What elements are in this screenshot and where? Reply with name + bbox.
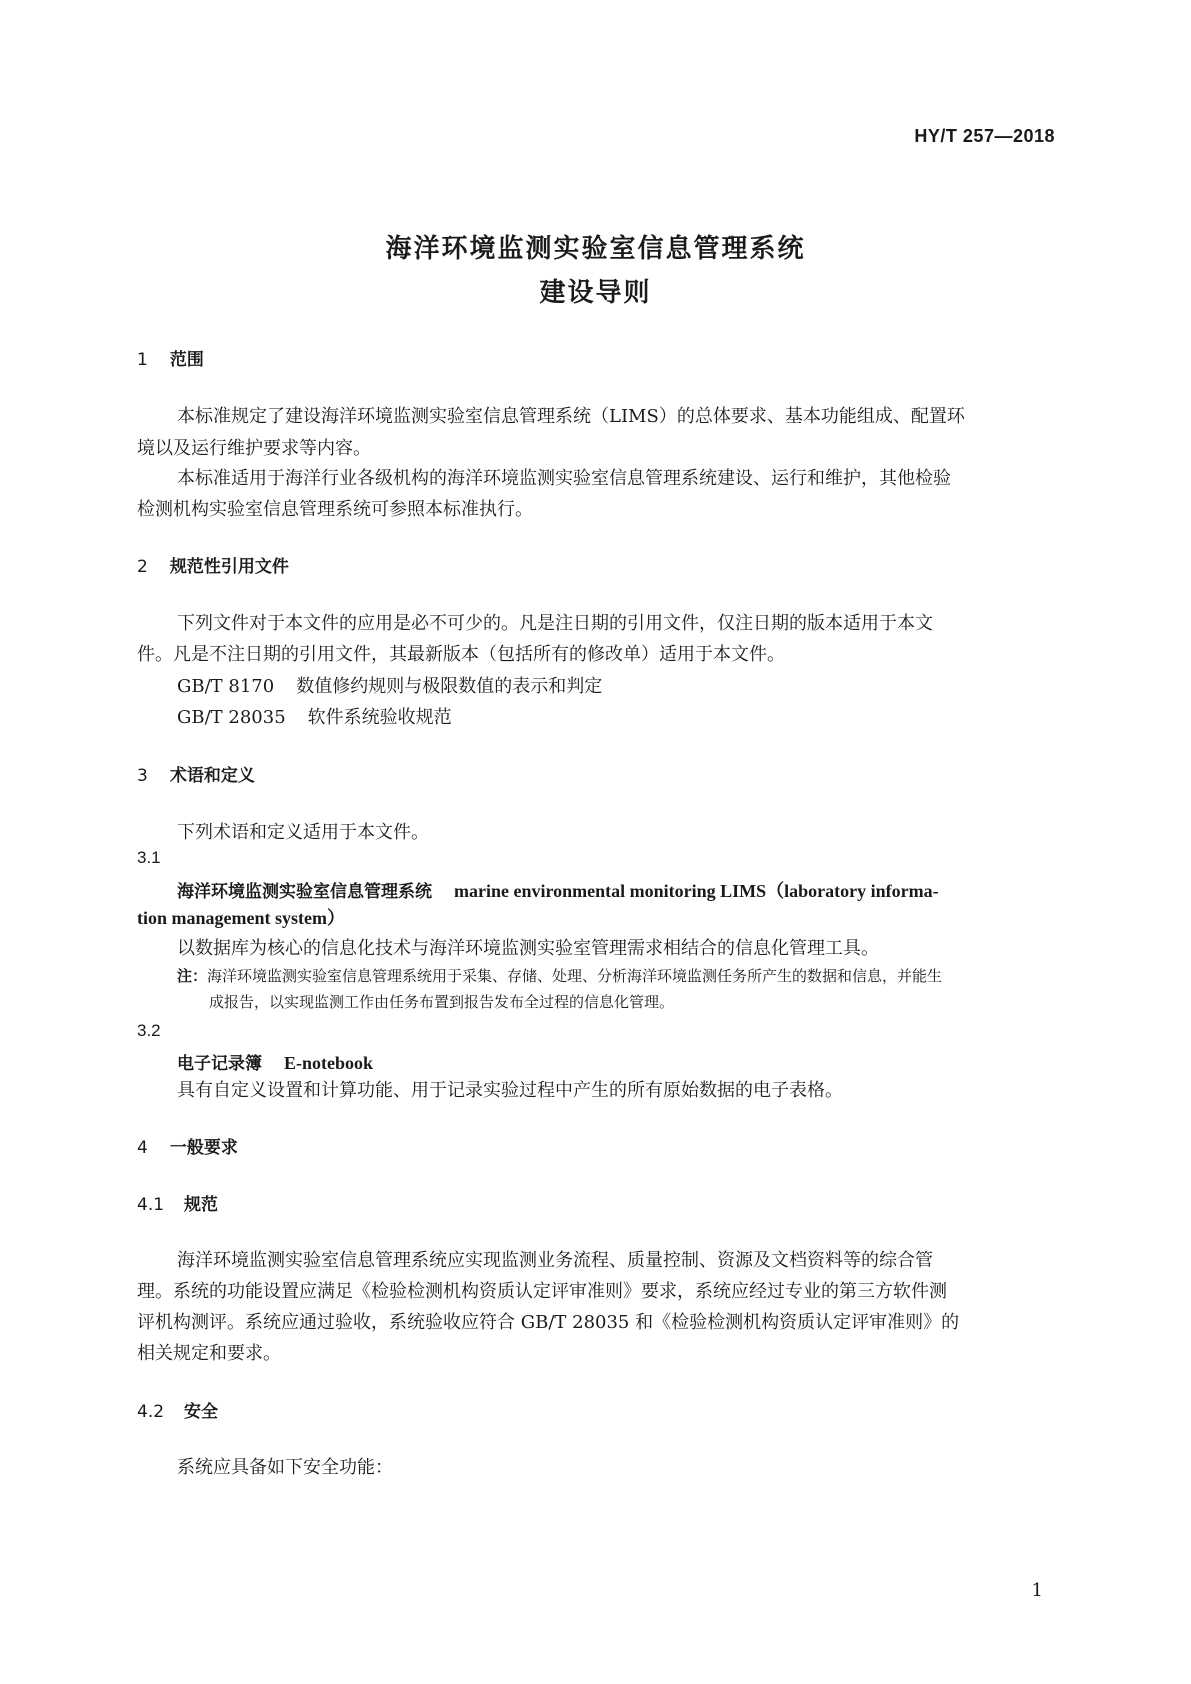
term-english: E-notebook: [284, 1053, 374, 1073]
standard-code: HY/T 257—2018: [914, 126, 1055, 146]
document-subtitle: 建设导则: [539, 278, 652, 308]
section-4-heading: [137, 1133, 238, 1158]
normative-reference: [177, 672, 602, 698]
page-number: 1: [1031, 1580, 1043, 1601]
reference-code: GB/T 8170: [177, 676, 275, 697]
term-number: 3.2: [137, 1021, 161, 1040]
term-entry: [177, 877, 939, 903]
paragraph-line: 下列术语和定义适用于本文件。: [177, 822, 429, 843]
term-definition: 以数据库为核心的信息化技术与海洋环境监测实验室管理需求相结合的信息化管理工具。: [177, 938, 879, 959]
term-english-continued: tion management system）: [137, 908, 345, 928]
term-entry: [177, 1049, 373, 1074]
term-english: marine environmental monitoring LIMS（laboratory informa-: [454, 881, 939, 901]
section-number: 3: [137, 766, 148, 786]
subsection-4-2-heading: [137, 1397, 218, 1422]
section-number: 4: [137, 1138, 148, 1158]
reference-title: 软件系统验收规范: [307, 707, 452, 728]
section-title: 术语和定义: [169, 766, 255, 786]
paragraph-line: 海洋环境监测实验室信息管理系统应实现监测业务流程、质量控制、资源及文档资料等的综合管: [177, 1250, 933, 1271]
reference-title: 数值修约规则与极限数值的表示和判定: [296, 676, 603, 697]
term-note: [177, 963, 1057, 989]
paragraph-line: 评机构测评。系统应通过验收，系统验收应符合 GB/T 28035 和《检验检测机构资质认定评审准则》的: [137, 1312, 960, 1333]
term-chinese: 海洋环境监测实验室信息管理系统: [177, 882, 432, 902]
paragraph-line: 相关规定和要求。: [137, 1343, 281, 1364]
subsection-number: 4.2: [137, 1402, 165, 1422]
document-title: 海洋环境监测实验室信息管理系统: [385, 234, 806, 264]
subsection-number: 4.1: [137, 1195, 165, 1215]
section-3-heading: [137, 761, 255, 786]
note-text: 海洋环境监测实验室信息管理系统用于采集、存储、处理、分析海洋环境监测任务所产生的数据和信息，并能生: [207, 967, 943, 985]
term-definition: 具有自定义设置和计算功能、用于记录实验过程中产生的所有原始数据的电子表格。: [177, 1080, 843, 1101]
term-number: 3.1: [137, 848, 161, 867]
paragraph-line: 件。凡是不注日期的引用文件，其最新版本（包括所有的修改单）适用于本文件。: [137, 644, 785, 665]
paragraph-line: 本标准规定了建设海洋环境监测实验室信息管理系统（LIMS）的总体要求、基本功能组成、配置环: [177, 406, 965, 427]
normative-reference: [177, 703, 452, 729]
paragraph-line: 系统应具备如下安全功能：: [177, 1457, 393, 1478]
paragraph-line: 理。系统的功能设置应满足《检验检测机构资质认定评审准则》要求，系统应经过专业的第三方软件测: [137, 1281, 947, 1302]
note-label: 注：: [177, 967, 208, 985]
section-title: 范围: [169, 350, 204, 370]
subsection-4-1-heading: [137, 1190, 218, 1215]
subsection-title: 安全: [184, 1402, 219, 1422]
reference-code: GB/T 28035: [177, 707, 286, 728]
term-chinese: 电子记录簿: [177, 1054, 262, 1074]
paragraph-line: 本标准适用于海洋行业各级机构的海洋环境监测实验室信息管理系统建设、运行和维护，其他检验: [177, 468, 951, 489]
paragraph-line: 检测机构实验室信息管理系统可参照本标准执行。: [137, 499, 533, 520]
paragraph-line: 下列文件对于本文件的应用是必不可少的。凡是注日期的引用文件，仅注日期的版本适用于本文: [177, 613, 933, 634]
section-1-heading: [137, 345, 204, 370]
term-note-continued: 成报告，以实现监测工作由任务布置到报告发布全过程的信息化管理。: [209, 993, 675, 1011]
section-number: 1: [137, 350, 148, 370]
section-2-heading: [137, 552, 289, 577]
subsection-title: 规范: [184, 1195, 219, 1215]
section-title: 规范性引用文件: [169, 557, 289, 577]
section-number: 2: [137, 557, 148, 577]
paragraph-line: 境以及运行维护要求等内容。: [137, 438, 371, 459]
section-title: 一般要求: [169, 1138, 238, 1158]
